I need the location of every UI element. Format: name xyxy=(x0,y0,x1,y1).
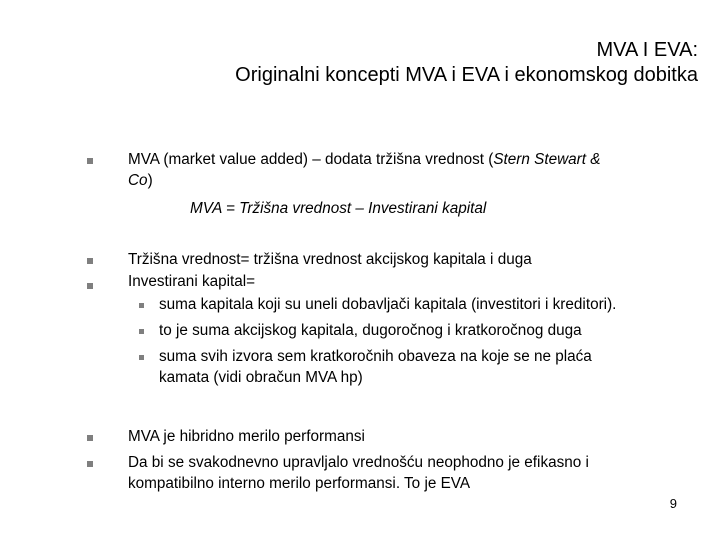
bullet-marker xyxy=(87,258,93,264)
title-line-1: MVA I EVA: xyxy=(596,39,698,61)
page-number: 9 xyxy=(669,496,677,511)
sub-bullet-marker xyxy=(139,355,144,360)
mva-formula-text: MVA = Tržišna vrednost – Investirani kapital xyxy=(190,200,487,217)
sub-bullet-marker xyxy=(139,329,144,334)
mva-definition-text: MVA (market value added) – dodata tržišna vrednost ( xyxy=(128,151,494,168)
bullet-eva-line2: kompatibilno interno merilo performansi. To je EVA xyxy=(128,475,471,492)
bullet-marker xyxy=(87,158,93,164)
title-line-2: Originalni koncepti MVA i EVA i ekonomskog dobitka xyxy=(235,64,698,86)
source-name: Stern Stewart & xyxy=(493,151,601,168)
source-name-cont: Co xyxy=(128,172,148,189)
sub-bullet-equity-debt: to je suma akcijskog kapitala, dugoročnog i kratkoročnog duga xyxy=(159,322,582,339)
bullet-marker xyxy=(87,435,93,441)
bullet-invested-capital: Investirani kapital= xyxy=(128,273,256,290)
mva-formula xyxy=(190,198,486,219)
sub-bullet-sources: suma svih izvora sem kratkoročnih obaveza na koje se ne plaća xyxy=(159,348,592,365)
bullet-eva: Da bi se svakodnevno upravljalo vrednošću neophodno je efikasno i xyxy=(128,454,589,471)
bullet-hybrid-measure: MVA je hibridno merilo performansi xyxy=(128,428,365,445)
sub-bullet-marker xyxy=(139,303,144,308)
bullet-mva-definition-line2 xyxy=(128,170,153,191)
bullet-mva-definition xyxy=(128,149,600,170)
source-close-paren: ) xyxy=(147,172,153,189)
sub-bullet-capital-suppliers: suma kapitala koji su uneli dobavljači kapitala (investitori i kreditori). xyxy=(159,296,617,313)
bullet-marker xyxy=(87,461,93,467)
bullet-market-value: Tržišna vrednost= tržišna vrednost akcijskog kapitala i duga xyxy=(128,251,532,268)
sub-bullet-sources-line2: kamata (vidi obračun MVA hp) xyxy=(159,369,363,386)
bullet-marker xyxy=(87,283,93,289)
